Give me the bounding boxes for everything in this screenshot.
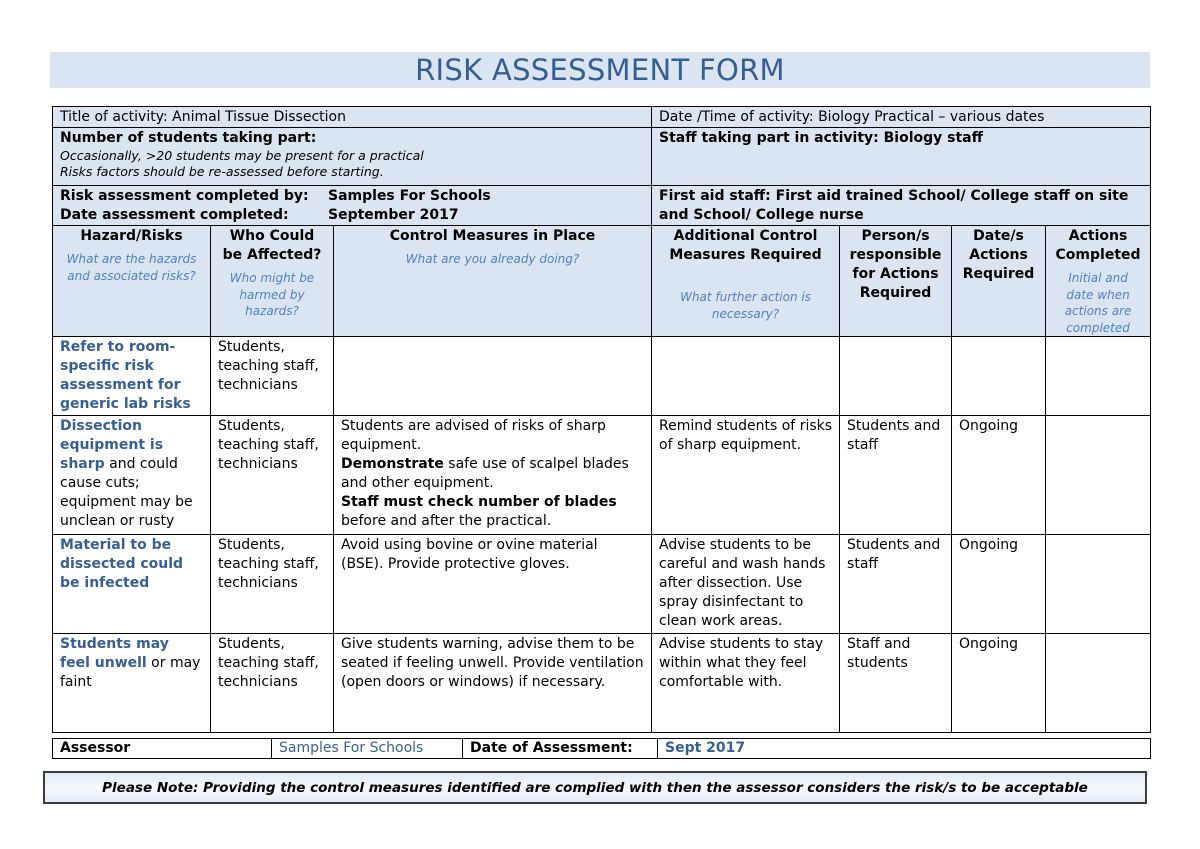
assessor-row <box>53 739 1151 759</box>
control-measure <box>341 493 644 531</box>
actions-completed-cell <box>1046 535 1151 634</box>
control-measure <box>341 455 644 493</box>
control-measure <box>341 536 644 574</box>
column-hint: What are the hazards and associated risks? <box>66 252 197 283</box>
hazard-detail: and could cause cuts; equipment may be unclean or rusty <box>60 456 193 529</box>
control-measure-text: Avoid using bovine or ovine material (BSE). Provide protective gloves. <box>341 537 598 572</box>
hazard-row <box>53 337 1151 416</box>
completion-cell <box>53 186 652 226</box>
hazard-cell <box>53 634 211 733</box>
column-hint: What further action is necessary? <box>680 290 811 321</box>
risk-table <box>52 106 1151 733</box>
title-banner <box>50 52 1150 88</box>
person-responsible-cell: Students and staff <box>840 535 952 634</box>
action-date-cell: Ongoing <box>952 416 1046 535</box>
column-header <box>334 226 652 337</box>
column-label: Additional Control Measures Required <box>669 228 822 263</box>
person-responsible-cell: Staff and students <box>840 634 952 733</box>
action-date-cell: Ongoing <box>952 535 1046 634</box>
control-measure <box>341 635 644 692</box>
num-students-note-1: Occasionally, >20 students may be present for a practical <box>60 148 424 163</box>
info-row-title <box>53 107 1151 128</box>
assessment-date-label: Date of Assessment: <box>463 739 658 759</box>
control-measure-text: Give students warning, advise them to be seated if feeling unwell. Provide ventilation (open doors or windows) if necessary. <box>341 636 644 690</box>
hazard-rows <box>53 337 1151 733</box>
hazard-row <box>53 416 1151 535</box>
column-header <box>53 226 211 337</box>
students-cell <box>53 128 652 186</box>
date-completed-label: Date assessment completed: <box>60 207 289 223</box>
additional-measures-cell: Advise students to be careful and wash hands after dissection. Use spray disinfectant to clean work areas. <box>652 535 840 634</box>
num-students-label: Number of students taking part: <box>60 130 317 146</box>
column-header-row <box>53 226 1151 337</box>
column-label: Actions Completed <box>1055 228 1141 263</box>
hazard-title: Students may feel unwell <box>60 636 169 671</box>
info-row-students <box>53 128 1151 186</box>
hazard-title: Material to be dissected could be infected <box>60 537 184 591</box>
column-header <box>1046 226 1151 337</box>
control-measures-cell <box>334 634 652 733</box>
hazard-cell <box>53 535 211 634</box>
column-header <box>840 226 952 337</box>
hazard-detail: or may faint <box>60 655 201 690</box>
column-hint: Initial and date when actions are completed <box>1064 271 1132 335</box>
hazard-title: Refer to room-specific risk assessment for generic lab risks <box>60 339 191 412</box>
who-affected-cell: Students, teaching staff, technicians <box>211 337 334 416</box>
actions-completed-cell <box>1046 416 1151 535</box>
column-hint: What are you already doing? <box>405 252 580 266</box>
hazard-cell <box>53 416 211 535</box>
assessor-label: Assessor <box>53 739 272 759</box>
num-students-note-2: Risks factors should be re-assessed before starting. <box>60 164 384 179</box>
additional-measures-cell: Remind students of risks of sharp equipment. <box>652 416 840 535</box>
person-responsible-cell: Students and staff <box>840 416 952 535</box>
activity-title: Title of activity: Animal Tissue Dissection <box>53 107 652 128</box>
date-completed-value: September 2017 <box>328 207 459 223</box>
column-label: Hazard/Risks <box>80 228 183 244</box>
control-measure-text: before and after the practical. <box>341 513 552 529</box>
hazard-title: Dissection equipment is sharp <box>60 418 164 472</box>
control-measure <box>341 417 644 455</box>
column-hint: Who might be harmed by hazards? <box>229 271 315 318</box>
assessment-date-value: Sept 2017 <box>658 739 1151 759</box>
acceptance-note: Please Note: Providing the control measures identified are complied with then the assessor considers the risk/s to be acceptable <box>43 771 1147 804</box>
info-row-completion <box>53 186 1151 226</box>
control-measure-emphasis: Demonstrate <box>341 456 444 472</box>
actions-completed-cell <box>1046 337 1151 416</box>
assessor-value: Samples For Schools <box>272 739 463 759</box>
control-measure-emphasis: Staff must check number of blades <box>341 494 617 510</box>
column-header <box>211 226 334 337</box>
form-title: RISK ASSESSMENT FORM <box>415 53 785 87</box>
completed-by-value: Samples For Schools <box>328 188 491 204</box>
hazard-cell <box>53 337 211 416</box>
control-measures-cell <box>334 535 652 634</box>
hazard-row <box>53 634 1151 733</box>
who-affected-cell: Students, teaching staff, technicians <box>211 634 334 733</box>
activity-date-time: Date /Time of activity: Biology Practical – various dates <box>652 107 1151 128</box>
column-label: Control Measures in Place <box>389 228 596 244</box>
column-header <box>952 226 1046 337</box>
hazard-row <box>53 535 1151 634</box>
person-responsible-cell <box>840 337 952 416</box>
control-measures-cell <box>334 416 652 535</box>
action-date-cell <box>952 337 1046 416</box>
additional-measures-cell <box>652 337 840 416</box>
assessor-table <box>52 738 1151 759</box>
who-affected-cell: Students, teaching staff, technicians <box>211 535 334 634</box>
actions-completed-cell <box>1046 634 1151 733</box>
column-label: Date/s Actions Required <box>962 228 1035 282</box>
column-label: Person/s responsible for Actions Required <box>849 228 942 301</box>
control-measures-cell <box>334 337 652 416</box>
action-date-cell: Ongoing <box>952 634 1046 733</box>
column-header <box>652 226 840 337</box>
control-measure-text: Students are advised of risks of sharp equipment. <box>341 418 606 453</box>
column-label: Who Could be Affected? <box>222 228 322 263</box>
additional-measures-cell: Advise students to stay within what they feel comfortable with. <box>652 634 840 733</box>
staff-taking-part: Staff taking part in activity: Biology staff <box>652 128 1151 186</box>
who-affected-cell: Students, teaching staff, technicians <box>211 416 334 535</box>
first-aid-staff: First aid staff: First aid trained School/ College staff on site and School/ College nurse <box>652 186 1151 226</box>
control-measure-text: safe use of scalpel blades and other equipment. <box>341 456 629 491</box>
completed-by-label: Risk assessment completed by: <box>60 188 309 204</box>
